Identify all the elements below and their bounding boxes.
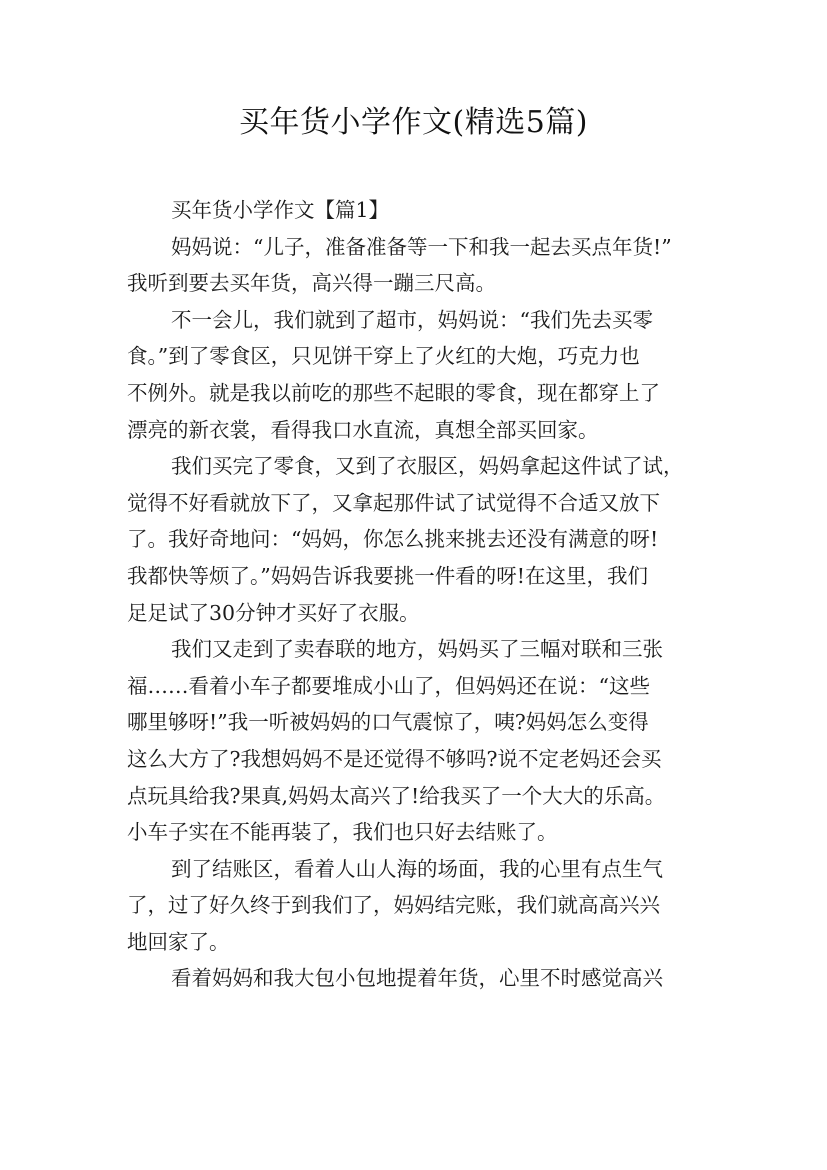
document-body — [127, 192, 707, 997]
text-line: 不一会儿，我们就到了超市，妈妈说：“我们先去买零 — [171, 307, 653, 332]
text-line: 到了结账区，看着人山人海的场面，我的心里有点生气 — [171, 856, 663, 881]
text-line: 点玩具给我?果真,妈妈太高兴了!给我买了一个大大的乐高。 — [127, 783, 666, 808]
text-line: 这么大方了?我想妈妈不是还觉得不够吗?说不定老妈还会买 — [127, 746, 662, 771]
text-line: 看着妈妈和我大包小包地提着年货，心里不时感觉高兴 — [171, 966, 663, 991]
document-title: 买年货小学作文(精选5篇) — [239, 105, 588, 140]
text-line: 我都快等烦了。”妈妈告诉我要挑一件看的呀!在这里，我们 — [127, 563, 648, 588]
text-line: 小车子实在不能再装了，我们也只好去结账了。 — [127, 820, 558, 845]
text-line: 哪里够呀!”我一听被妈妈的口气震惊了，咦?妈妈怎么变得 — [127, 710, 649, 735]
text-line: 我听到要去买年货，高兴得一蹦三尺高。 — [127, 271, 496, 296]
text-line: 地回家了。 — [127, 929, 230, 954]
text-line: 我们买完了零食，又到了衣服区，妈妈拿起这件试了试， — [171, 454, 684, 479]
text-line: 妈妈说：“儿子，准备准备等一下和我一起去买点年货!” — [171, 234, 672, 259]
text-line: 足足试了30分钟才买好了衣服。 — [127, 600, 420, 625]
text-line: 了。我好奇地问：“妈妈，你怎么挑来挑去还没有满意的呀! — [127, 527, 659, 552]
text-line: 福……看着小车子都要堆成小山了，但妈妈还在说：“这些 — [127, 673, 650, 698]
text-line: 漂亮的新衣裳，看得我口水直流，真想全部买回家。 — [127, 417, 599, 442]
text-line: 我们又走到了卖春联的地方，妈妈买了三幅对联和三张 — [171, 637, 663, 662]
section-heading: 买年货小学作文【篇1】 — [171, 198, 390, 222]
text-line: 觉得不好看就放下了，又拿起那件试了试觉得不合适又放下 — [127, 490, 660, 515]
text-line: 了，过了好久终于到我们了，妈妈结完账，我们就高高兴兴 — [127, 893, 660, 918]
text-line: 食。”到了零食区，只见饼干穿上了火红的大炮，巧克力也 — [127, 344, 640, 369]
text-line: 不例外。就是我以前吃的那些不起眼的零食，现在都穿上了 — [127, 380, 660, 405]
